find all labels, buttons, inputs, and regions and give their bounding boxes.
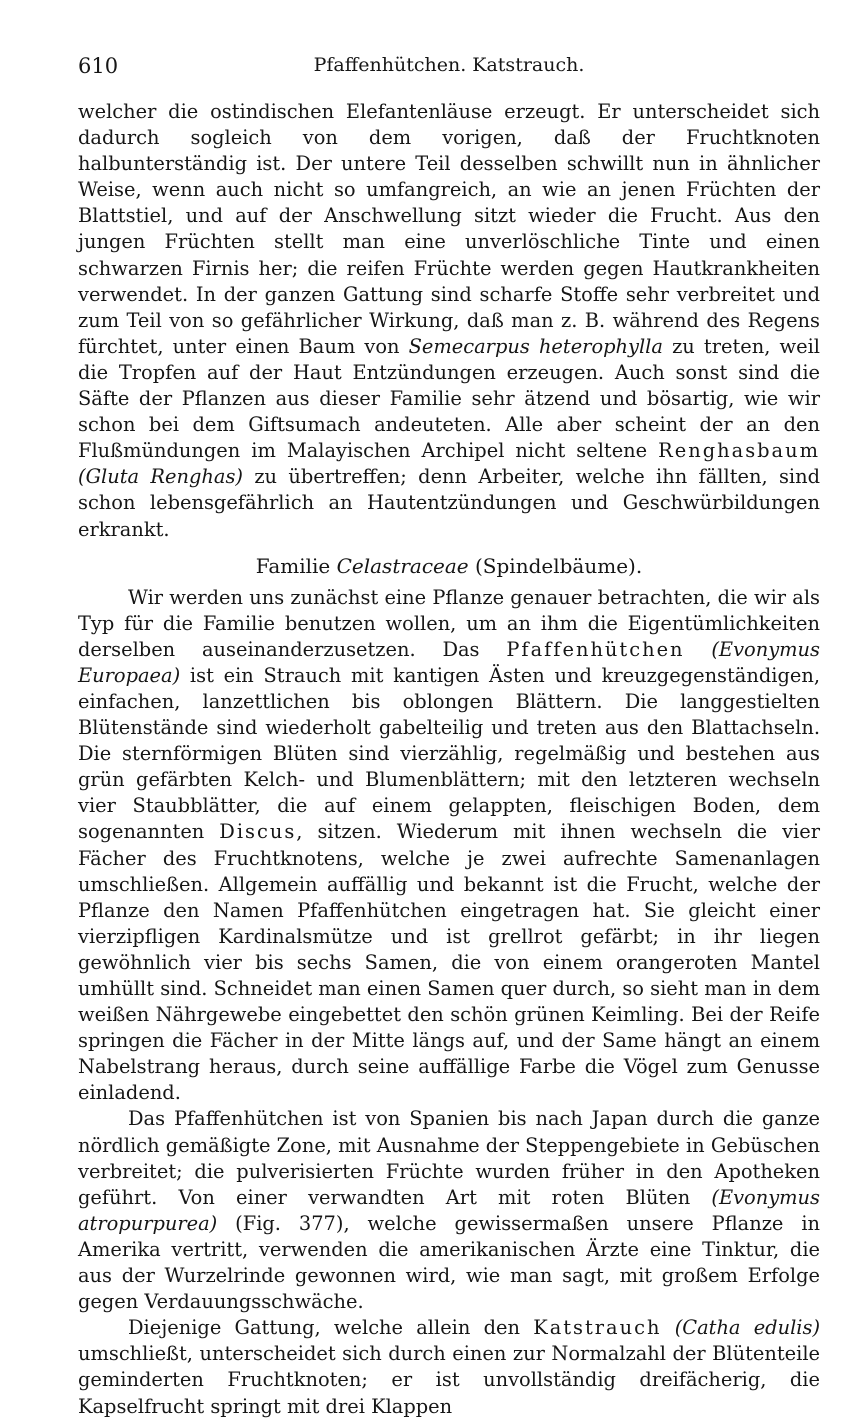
page-body (78, 99, 820, 1420)
species-name: (Catha edulis) (674, 1316, 821, 1340)
text-run: zu übertreffen; denn Arbeiter, welche ihn fällten, sind schon lebensgefährlich an Hautentzündungen und Geschwürbildungen erkrankt. (78, 465, 820, 541)
spaced-term: Discus (219, 820, 297, 844)
text-run: , sitzen. Wiederum mit ihnen wechseln die vier Fächer des Fruchtknotens, welche je zwei aufrechte Samenanlagen umschließen. Allgemein auffällig und bekannt ist die Frucht, welche der Pflanze den Namen Pfaffenhütchen eingetragen hat. Sie gleicht einer vierzipfligen Kardinalsmütze und ist grellrot gefärbt; in ihr liegen gewöhnlich vier bis sechs Samen, die von einem orangeroten Mantel umhüllt sind. Schneidet man einen Samen quer durch, so sieht man in dem weißen Nährgewebe eingebettet den schön grünen Keimling. Bei der Reife springen die Fächer in der Mitte längs auf, und der Same hängt an einem Nabelstrang heraus, durch seine auffällige Farbe die Vögel zum Genusse einladend. (78, 820, 821, 1105)
text-run: (Fig. 377), welche gewissermaßen unsere Pflanze in Amerika vertritt, verwenden die amerikanischen Ärzte eine Tinktur, die aus der Wurzelrinde gewonnen wird, wie man sagt, mit großem Erfolge gegen Verdauungsschwäche. (78, 1211, 821, 1314)
species-name: (Evonymus atropurpurea) (78, 1185, 820, 1235)
paragraph-pfaffenhuetchen (78, 585, 820, 1107)
page-header (78, 50, 820, 84)
section-heading (78, 551, 820, 581)
text-run: umschließt, unterscheidet sich durch einen zur Normalzahl der Blütenteile geminderten Fruchtknoten; er ist unvollständig dreifächerig, die Kapselfrucht springt mit drei Klappen (78, 1342, 820, 1418)
text-run: Wir werden uns zunächst eine Pflanze genauer betrachten, die wir als Typ für die Familie benutzen wollen, um an ihm die Eigentümlichkeiten derselben auseinanderzusetzen. Das (78, 585, 820, 661)
text-run: welcher die ostindischen Elefantenläuse erzeugt. Er unterscheidet sich dadurch sogleich von dem vorigen, daß der Fruchtknoten halbunterständig ist. Der untere Teil desselben schwillt nun in ähnlicher Weise, wenn auch nicht so umfangreich, an wie an jenen Früchten der Blattstiel, und auf der Anschwellung sitzt wieder die Frucht. Aus den jungen Früchten stellt man eine unverlöschliche Tinte und einen schwarzen Firnis her; die reifen Früchte werden gegen Hautkrankheiten verwendet. In der ganzen Gattung sind scharfe Stoffe sehr verbreitet und zum Teil von so gefährlicher Wirkung, daß man z. B. während des Regens fürchtet, unter einen Baum von (78, 100, 820, 358)
paragraph-katstrauch (78, 1315, 820, 1419)
page-number: 610 (78, 54, 119, 78)
text-run: zu treten, weil die Tropfen auf der Haut Entzündungen erzeugen. Auch sonst sind die Säfte der Pflanzen aus dieser Familie sehr ätzend und bösartig, wie wir schon bei dem Giftsumach andeuteten. Alle aber scheint der an den Flußmündungen im Malayischen Archipel nicht seltene (78, 334, 820, 463)
paragraph-elefantenlaeuse (78, 99, 820, 543)
species-name: (Gluta Renghas) (78, 465, 243, 489)
section-suffix: (Spindelbäume). (475, 553, 643, 578)
text-run: Das Pfaffenhütchen ist von Spanien bis nach Japan durch die ganze nördlich gemäßigte Zone, mit Ausnahme der Steppengebiete in Gebüschen verbreitet; die pulverisierten Früchte wurden früher in den Apotheken geführt. Von einer verwandten Art mit roten Blüten (78, 1107, 820, 1209)
species-name: (Evonymus Europaea) (78, 637, 820, 687)
spaced-term: Pfaffenhütchen (506, 637, 685, 661)
species-name: Semecarpus heterophylla (408, 334, 663, 358)
running-title: Pfaffenhütchen. Katstrauch. (313, 54, 585, 76)
section-prefix: Familie (255, 553, 331, 578)
paragraph-verbreitung (78, 1106, 820, 1315)
spaced-term: Renghasbaum (658, 439, 820, 463)
text-run: ist ein Strauch mit kantigen Ästen und kreuzgegenständigen, einfachen, lanzettlichen bis oblongen Blättern. Die langgestielten Blütenstände sind wiederholt gabelteilig und treten aus den Blattachseln. Die sternförmigen Blüten sind vierzählig, regelmäßig und bestehen aus grün gefärbten Kelch- und Blumenblättern; mit den letzteren wechseln vier Staubblätter, die auf einem gelappten, fleischigen Boden, dem sogenannten (78, 663, 820, 844)
text-run: Diejenige Gattung, welche allein den (128, 1316, 520, 1340)
spaced-term: Katstrauch (533, 1316, 662, 1340)
family-name: Celastraceae (336, 553, 469, 578)
